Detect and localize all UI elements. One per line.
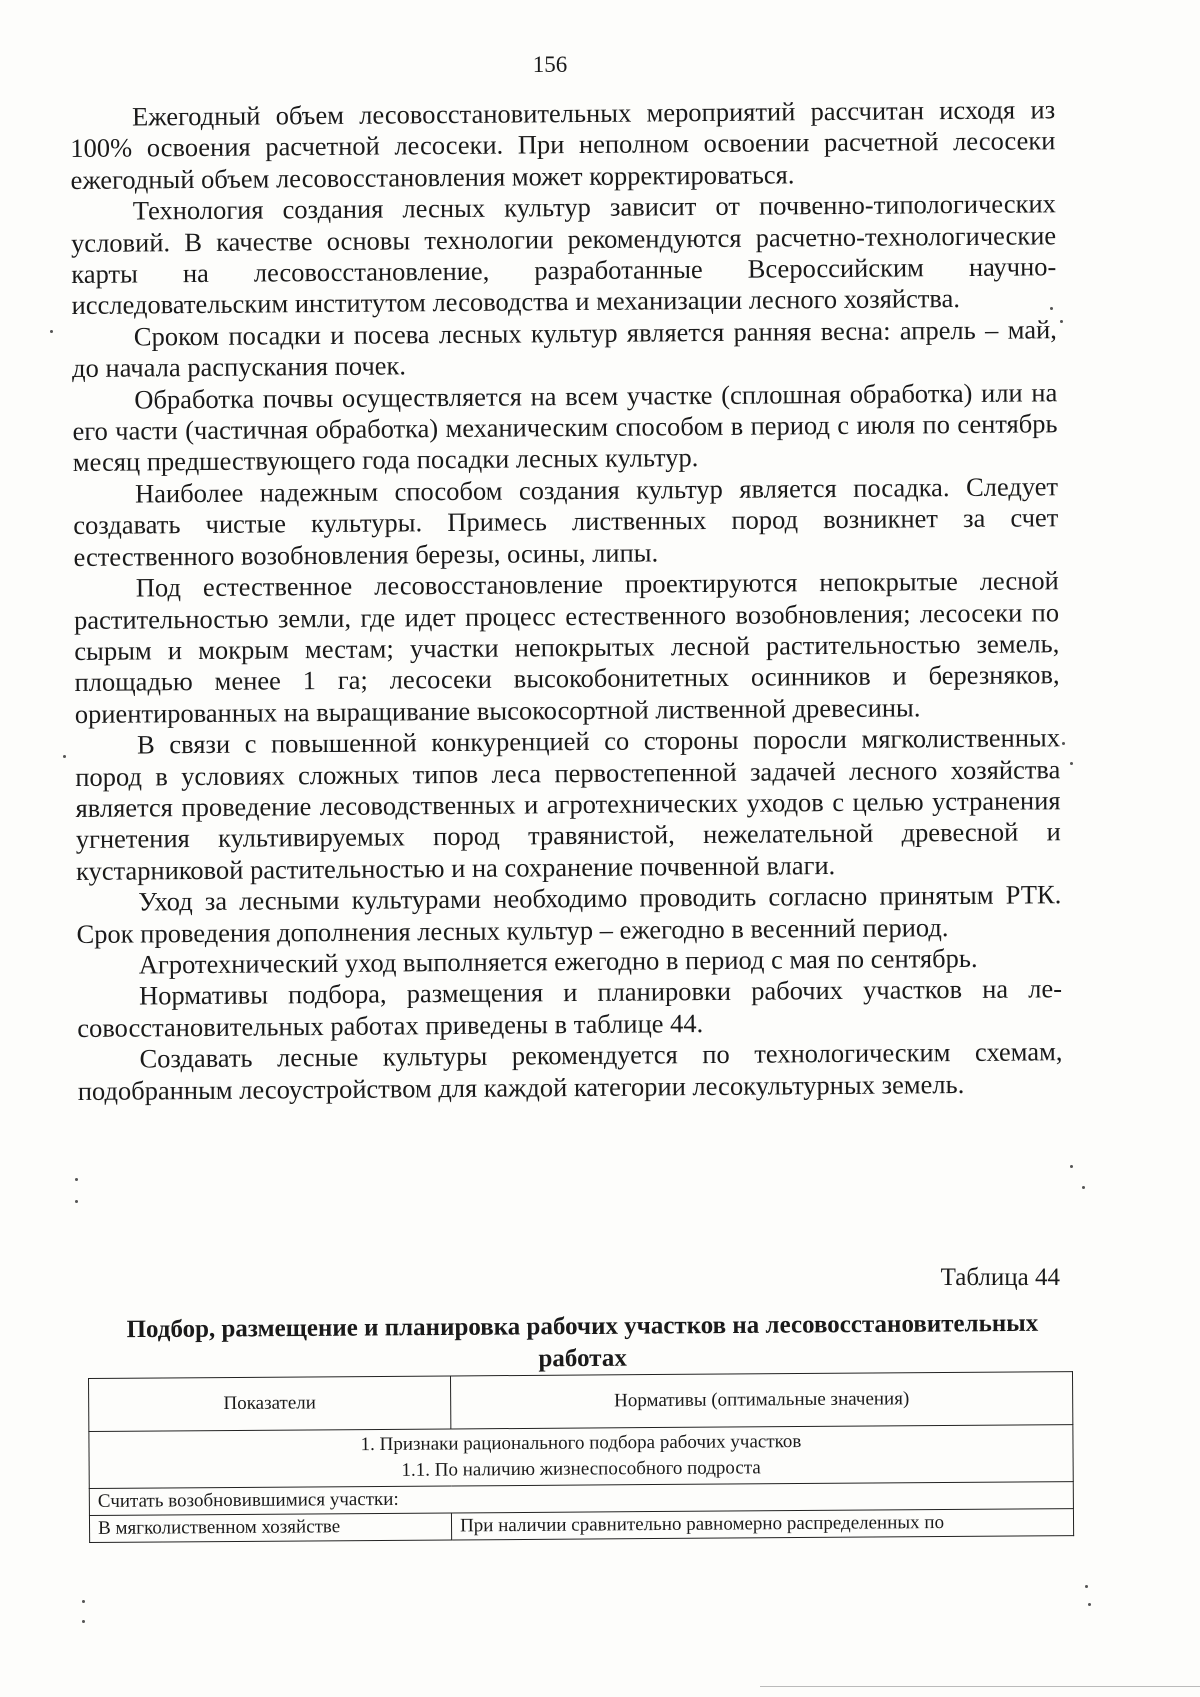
scan-speck bbox=[1060, 320, 1063, 323]
table-section-cell bbox=[89, 1425, 1073, 1489]
scan-speck bbox=[1088, 1603, 1091, 1606]
table-row bbox=[89, 1509, 1073, 1543]
table-header-row bbox=[89, 1372, 1073, 1432]
scan-speck bbox=[1070, 762, 1073, 765]
table-section-row bbox=[89, 1425, 1073, 1489]
scan-speck bbox=[75, 1200, 78, 1203]
paragraph: Нормативы подбора, размещения и планировки рабочих участков на лесовосстановительных работах приведены в таблице 44. bbox=[77, 973, 1063, 1043]
paragraph: Уход за лесными культурами необходимо проводить согласно принятым РТК. Срок проведения дополнения лесных культур – ежегодно в весенний период. bbox=[76, 879, 1062, 949]
paragraph: Агротехнический уход выполняется ежегодно в период с мая по сентябрь. bbox=[138, 942, 978, 980]
body-text bbox=[70, 94, 1063, 1107]
paragraph: Наиболее надежным способом создания культур является посадка. Следует создавать чистые культуры. Примесь лиственных пород возникнет за счет естественного возобновления березы, осины, липы. bbox=[73, 471, 1059, 572]
norms-table bbox=[88, 1371, 1074, 1543]
table-full-cell: Считать возобновившимися участки: bbox=[89, 1482, 1073, 1516]
table-cell-norm: При наличии сравнительно равномерно распределенных по bbox=[451, 1509, 1073, 1540]
scan-speck bbox=[82, 1600, 85, 1603]
page-number: 156 bbox=[532, 52, 568, 77]
scan-speck bbox=[82, 1620, 85, 1623]
table-title: Подбор, размещение и планировка рабочих участков на лесовосстановительных работах bbox=[126, 1309, 1039, 1373]
scan-speck bbox=[1082, 1186, 1085, 1189]
paragraph: Обработка почвы осуществляется на всем участке (сплошная обработка) или на его части (частичная обработка) механическим способом в период с июля по сентябрь месяц предшествующего года посадки лесных культур. bbox=[72, 376, 1058, 478]
paragraph: Под естественное лесовосстановление проектируются непокрытые лесной растительностью земли, где идет процесс естественного возобновления; лесосеки по сырым и мокрым местам; участки непокрытых лесной растительностью земель, площадью менее 1 га; лесосеки высокобонитетных осинников и березняков, ориентированных на выращивание высокосортной лиственной древесины. bbox=[73, 565, 1060, 729]
scan-speck bbox=[1062, 742, 1065, 745]
scan-speck bbox=[1050, 307, 1053, 310]
paragraph: Создавать лесные культуры рекомендуется по технологическим схемам, подобранным лесоустройством для каждой категории лесокультурных земель. bbox=[77, 1036, 1063, 1106]
section-heading: 1. Признаки рационального подбора рабочих участков bbox=[360, 1431, 802, 1456]
paragraph: Сроком посадки и посева лесных культур является ранняя весна: апрель – май, до начала распускания почек. bbox=[71, 314, 1057, 384]
header-norms: Нормативы (оптимальные значения) bbox=[450, 1372, 1072, 1429]
scan-speck bbox=[63, 755, 66, 758]
paragraph: Ежегодный объем лесовосстановительных мероприятий рассчитан исходя из 100% освоения расчетной лесосеки. При неполном освоении расчетной лесосеки ежегодный объем лесовосстановления может корректироваться. bbox=[70, 94, 1056, 195]
paragraph: В связи с повышенной конкуренцией со стороны поросли мягколиственных пород в условиях сложных типов леса первостепенной задачей лесного хозяйства является проведение лесоводственных и агротехнических уходов с целью устранения угнетения культивируемых пород травянистой, нежелательной древесной и кустарниковой растительностью и на сохранение почвенной влаги. bbox=[75, 722, 1061, 886]
scan-speck bbox=[50, 330, 53, 333]
scan-speck bbox=[75, 1178, 78, 1181]
scan-edge-line bbox=[760, 1686, 1200, 1687]
subsection-heading: 1.1. По наличию жизнеспособного подроста bbox=[401, 1457, 761, 1481]
table-cell-indicator: В мягколиственном хозяйстве bbox=[89, 1513, 451, 1543]
table-caption: Таблица 44 bbox=[940, 1264, 1060, 1291]
header-indicators: Показатели bbox=[89, 1376, 451, 1432]
scan-speck bbox=[1085, 1585, 1088, 1588]
paragraph: Технология создания лесных культур зависит от почвенно-типологических условий. В качестве основы технологии рекомендуются расчетно-технологические карты на лесовосстановление, разработанные Всероссийским научно-исследовательским институтом лесоводства и механизации лесного хозяйства. bbox=[70, 188, 1057, 321]
scan-speck bbox=[1070, 1165, 1073, 1168]
